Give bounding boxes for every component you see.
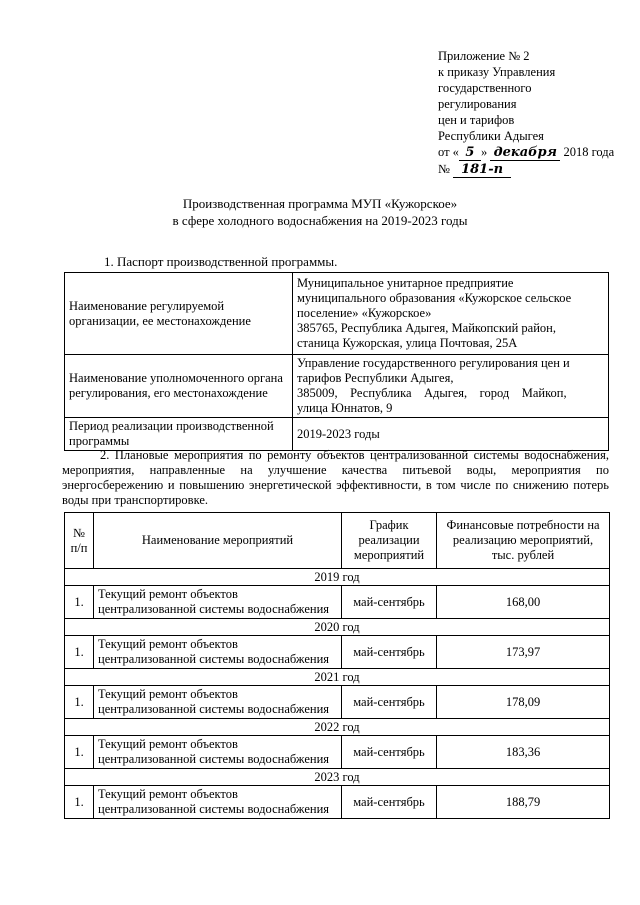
appendix-line: Приложение № 2 bbox=[438, 49, 530, 63]
value-line: Муниципальное унитарное предприятие bbox=[297, 276, 514, 290]
table-row bbox=[65, 686, 610, 719]
appendix-number bbox=[438, 161, 634, 178]
row-cost: 178,09 bbox=[437, 686, 610, 719]
order-number: 181-п bbox=[453, 163, 511, 178]
row-name: Текущий ремонт объектов централизованной системы водоснабжения bbox=[94, 736, 342, 769]
year-label: 2020 год bbox=[65, 619, 610, 636]
row-schedule: май-сентябрь bbox=[342, 686, 437, 719]
row-number: 1. bbox=[65, 786, 94, 819]
row-schedule: май-сентябрь bbox=[342, 786, 437, 819]
value-line: 2019-2023 годы bbox=[297, 426, 380, 441]
appendix-date bbox=[438, 144, 634, 161]
year-label: 2023 год bbox=[65, 769, 610, 786]
value-line: улица Юннатов, 9 bbox=[297, 401, 393, 415]
appendix-header bbox=[438, 48, 634, 178]
value-line: Управление государственного регулирования цен и bbox=[297, 356, 570, 370]
table-row bbox=[65, 273, 609, 355]
appendix-line: регулирования bbox=[438, 97, 517, 111]
number-prefix: № bbox=[438, 162, 450, 176]
table-row bbox=[65, 636, 610, 669]
row-number: 1. bbox=[65, 586, 94, 619]
table-row bbox=[65, 355, 609, 418]
date-month: декабря bbox=[490, 146, 560, 161]
table-row bbox=[65, 736, 610, 769]
row-schedule: май-сентябрь bbox=[342, 586, 437, 619]
value-line: станица Кужорская, улица Почтовая, 25А bbox=[297, 336, 518, 350]
row-cost: 173,97 bbox=[437, 636, 610, 669]
value-line: тарифов Республики Адыгея, bbox=[297, 371, 454, 385]
document-title bbox=[0, 195, 640, 229]
passport-table bbox=[64, 272, 609, 451]
passport-value bbox=[293, 273, 609, 355]
header-name: Наименование мероприятий bbox=[94, 513, 342, 569]
row-name: Текущий ремонт объектов централизованной системы водоснабжения bbox=[94, 636, 342, 669]
passport-label: Период реализации производственной программы bbox=[65, 418, 293, 451]
table-header-row bbox=[65, 513, 610, 569]
title-line: в сфере холодного водоснабжения на 2019-2023 годы bbox=[172, 213, 468, 228]
row-name: Текущий ремонт объектов централизованной системы водоснабжения bbox=[94, 686, 342, 719]
row-cost: 188,79 bbox=[437, 786, 610, 819]
year-row bbox=[65, 769, 610, 786]
row-number: 1. bbox=[65, 636, 94, 669]
events-table bbox=[64, 512, 610, 819]
row-schedule: май-сентябрь bbox=[342, 636, 437, 669]
appendix-line: к приказу Управления bbox=[438, 65, 556, 79]
passport-label: Наименование регулируемой организации, ее местонахождение bbox=[65, 273, 293, 355]
header-cost: Финансовые потребности на реализацию мероприятий, тыс. рублей bbox=[437, 513, 610, 569]
row-number: 1. bbox=[65, 736, 94, 769]
date-suffix: 2018 года bbox=[563, 145, 615, 159]
value-line: муниципального образования «Кужорское сельское bbox=[297, 291, 572, 305]
section1-heading: 1. Паспорт производственной программы. bbox=[104, 254, 338, 269]
date-prefix: от « bbox=[438, 145, 459, 159]
header-num: № п/п bbox=[65, 513, 94, 569]
year-row bbox=[65, 719, 610, 736]
title-line: Производственная программа МУП «Кужорское» bbox=[182, 196, 458, 211]
row-name: Текущий ремонт объектов централизованной системы водоснабжения bbox=[94, 586, 342, 619]
row-number: 1. bbox=[65, 686, 94, 719]
header-schedule: График реализации мероприятий bbox=[342, 513, 437, 569]
appendix-line: Республики Адыгея bbox=[438, 129, 544, 143]
row-cost: 168,00 bbox=[437, 586, 610, 619]
year-label: 2019 год bbox=[65, 569, 610, 586]
year-row bbox=[65, 619, 610, 636]
appendix-line: государственного bbox=[438, 81, 532, 95]
year-label: 2022 год bbox=[65, 719, 610, 736]
appendix-line: цен и тарифов bbox=[438, 113, 515, 127]
date-mid: » bbox=[480, 145, 488, 159]
row-schedule: май-сентябрь bbox=[342, 736, 437, 769]
section2-paragraph: 2. Плановые мероприятия по ремонту объектов централизованной системы водоснабжения, мероприятия, направленные на улучшение качества питьевой воды, мероприятия по энергосбережению и повышению энергетической эффективности, в том числе по снижению потерь воды при транспортировке. bbox=[62, 448, 609, 507]
value-line: поселение» «Кужорское» bbox=[297, 306, 432, 320]
row-cost: 183,36 bbox=[437, 736, 610, 769]
passport-value bbox=[293, 418, 609, 451]
table-row bbox=[65, 418, 609, 451]
passport-value bbox=[293, 355, 609, 418]
year-row bbox=[65, 569, 610, 586]
year-label: 2021 год bbox=[65, 669, 610, 686]
date-day: 5 bbox=[459, 146, 481, 161]
year-row bbox=[65, 669, 610, 686]
passport-label: Наименование уполномоченного органа регулирования, его местонахождение bbox=[65, 355, 293, 418]
table-row bbox=[65, 586, 610, 619]
value-line: 385765, Республика Адыгея, Майкопский район, bbox=[297, 321, 556, 335]
table-row bbox=[65, 786, 610, 819]
row-name: Текущий ремонт объектов централизованной системы водоснабжения bbox=[94, 786, 342, 819]
value-line: 385009, Республика Адыгея, город Майкоп, bbox=[297, 386, 567, 400]
